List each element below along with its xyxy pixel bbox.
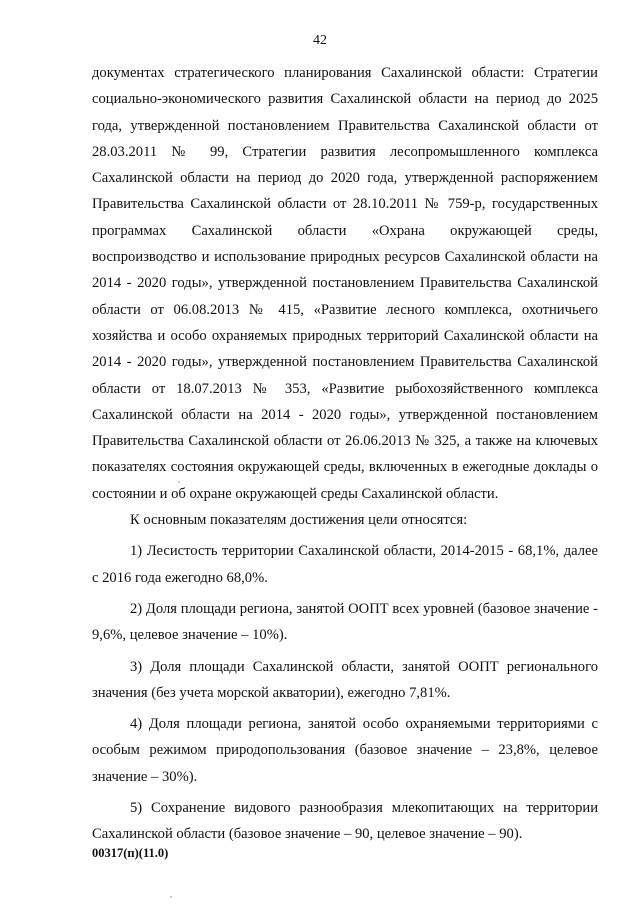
footer-document-code: 00317(п)(11.0) (92, 846, 169, 860)
scan-speck (170, 896, 172, 898)
indicator-item-2: 2) Доля площади региона, занятой ООПТ всех уровней (базовое значение - 9,6%, целевое значение – 10%). (92, 600, 598, 644)
continuation-paragraph: документах стратегического планирования Сахалинской области: Стратегии социально-экономического развития Сахалинской области на период до 2025 года, утвержденной постановлением Правительства Сахалинской области от 28.03.2011 № 99, Стратегии развития лесопромышленного комплекса Сахалинской области на период до 2020 года, утвержденной распоряжением Правительства Сахалинской области от 28.10.2011 № 759-р, государственных программах Сахалинской области «Охрана окружающей среды, воспроизводство и использование природных ресурсов Сахалинской области на 2014 - 2020 годы», утвержденной постановлением Правительства Сахалинской области от 06.08.2013 № 415, «Развитие лесного комплекса, охотничьего хозяйства и особо охраняемых природных территорий Сахалинской области на 2014 - 2020 годы», утвержденной постановлением Правительства Сахалинской области от 18.07.2013 № 353, «Развитие рыбохозяйственного комплекса Сахалинской области на 2014 - 2020 годы», утвержденной постановлением Правительства Сахалинской области от 26.06.2013 № 325, а также на ключевых показателях состояния окружающей среды, включенных в ежегодные доклады о состоянии и об охране окружающей среды Сахалинской области. (92, 65, 598, 502)
indicator-item-5: 5) Сохранение видового разнообразия млекопитающих на территории Сахалинской области (базовое значение – 90, целевое значение – 90). (92, 800, 598, 843)
indicator-item-3: 3) Доля площади Сахалинской области, занятой ООПТ регионального значения (без учета морской акватории), ежегодно 7,81%. (92, 658, 598, 701)
scan-speck (178, 481, 180, 483)
page-number: 42 (313, 33, 327, 48)
indicator-item-4: 4) Доля площади региона, занятой особо охраняемыми территориями с особым режимом природопользования (базовое значение – 23,8%, целевое значение – 30%). (92, 716, 598, 785)
indicator-item-1: 1) Лесистость территории Сахалинской области, 2014-2015 - 68,1%, далее с 2016 года ежегодно 68,0%. (92, 543, 598, 586)
indicators-intro: К основным показателям достижения цели относятся: (130, 512, 468, 529)
document-body (92, 60, 598, 848)
